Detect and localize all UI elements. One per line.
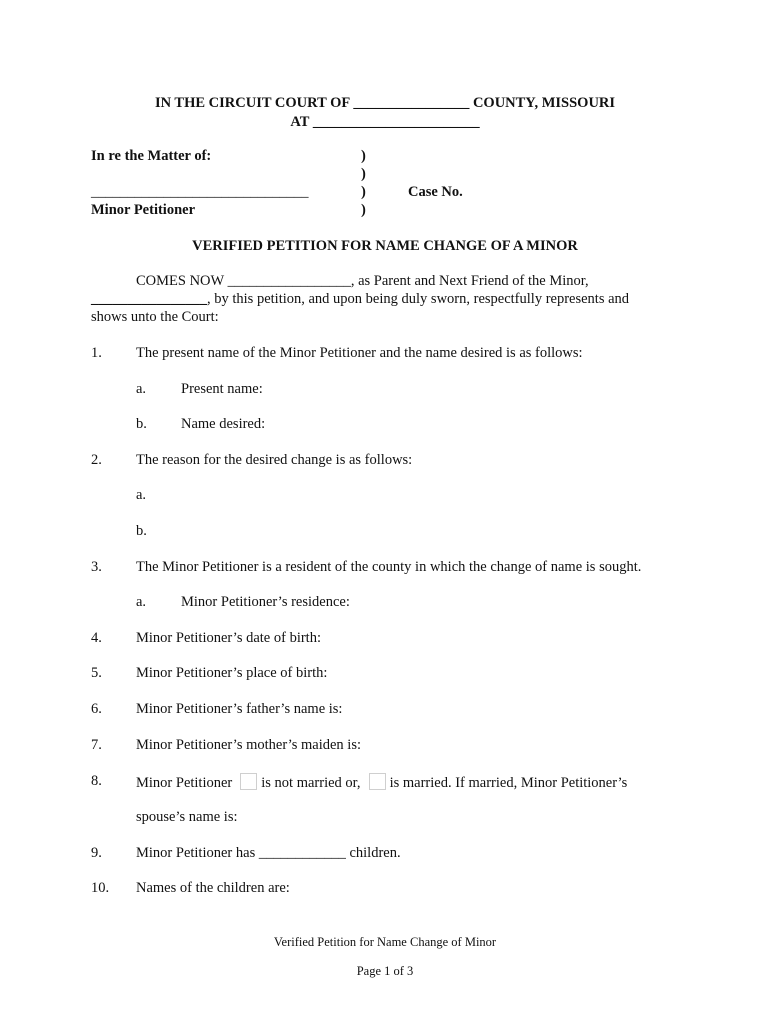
item-number: 5.: [91, 665, 102, 681]
page-number: Page 1 of 3: [356, 964, 414, 978]
item-text: Minor Petitioner’s date of birth:: [136, 630, 321, 646]
residence-label: Minor Petitioner’s residence:: [181, 594, 350, 610]
petitioner-name-blank: ______________________________: [91, 184, 309, 200]
sub-item-letter: a.: [136, 594, 147, 610]
item-number: 7.: [91, 737, 102, 753]
case-number-label: Case No.: [408, 184, 463, 200]
sub-item-letter: b.: [136, 416, 147, 432]
sub-item-letter: a.: [136, 381, 147, 397]
not-married-checkbox[interactable]: [240, 773, 257, 790]
name-desired-label: Name desired:: [181, 416, 266, 432]
document-title: VERIFIED PETITION FOR NAME CHANGE OF A MINOR: [192, 238, 578, 254]
petitioner-label: Minor Petitioner: [91, 202, 196, 218]
present-name-label: Present name:: [181, 381, 263, 397]
item-text: The reason for the desired change is as follows:: [136, 452, 413, 468]
item-number: 2.: [91, 452, 102, 468]
minor-name-blank: ________________: [91, 291, 207, 307]
spouse-name-label: spouse’s name is:: [136, 809, 238, 825]
item-number: 4.: [91, 630, 102, 646]
item-text: Minor Petitioner’s mother’s maiden is:: [136, 737, 361, 753]
item-text: Minor Petitioner’s place of birth:: [136, 665, 328, 681]
item-number: 9.: [91, 845, 102, 861]
item-number: 10.: [91, 880, 110, 896]
item-text: Names of the children are:: [136, 880, 290, 896]
married-checkbox[interactable]: [369, 773, 386, 790]
intro-line-1: COMES NOW _________________, as Parent and Next Friend of the Minor,: [136, 273, 589, 289]
item-text: The present name of the Minor Petitioner and the name desired is as follows:: [136, 345, 583, 361]
item-number: 8.: [91, 773, 102, 789]
marital-status-line: [136, 773, 627, 792]
item-text: Minor Petitioner’s father’s name is:: [136, 701, 343, 717]
caption-paren: ): [361, 148, 366, 164]
item-text: Minor Petitioner: [136, 775, 233, 791]
sub-item-letter: b.: [136, 523, 147, 539]
intro-line-3: shows unto the Court:: [91, 309, 219, 325]
footer-document-title: Verified Petition for Name Change of Minor: [273, 935, 497, 949]
not-married-label: is not married or,: [261, 775, 361, 791]
caption-paren: ): [361, 184, 366, 200]
intro-line-2: [91, 291, 629, 308]
married-label: is married. If married, Minor Petitioner’s: [389, 775, 628, 791]
item-number: 3.: [91, 559, 102, 575]
item-number: 6.: [91, 701, 102, 717]
item-text: The Minor Petitioner is a resident of the county in which the change of name is sought.: [136, 559, 642, 575]
court-heading: IN THE CIRCUIT COURT OF ________________ COUNTY, MISSOURI: [154, 95, 616, 111]
caption-paren: ): [361, 166, 366, 182]
item-text: Minor Petitioner has ____________ children.: [136, 845, 401, 861]
court-location-line: AT _______________________: [290, 114, 480, 130]
intro-line-2-text: , by this petition, and upon being duly sworn, respectfully represents and: [207, 291, 630, 307]
sub-item-letter: a.: [136, 487, 147, 503]
item-number: 1.: [91, 345, 102, 361]
caption-paren: ): [361, 202, 366, 218]
matter-label: In re the Matter of:: [91, 148, 212, 164]
